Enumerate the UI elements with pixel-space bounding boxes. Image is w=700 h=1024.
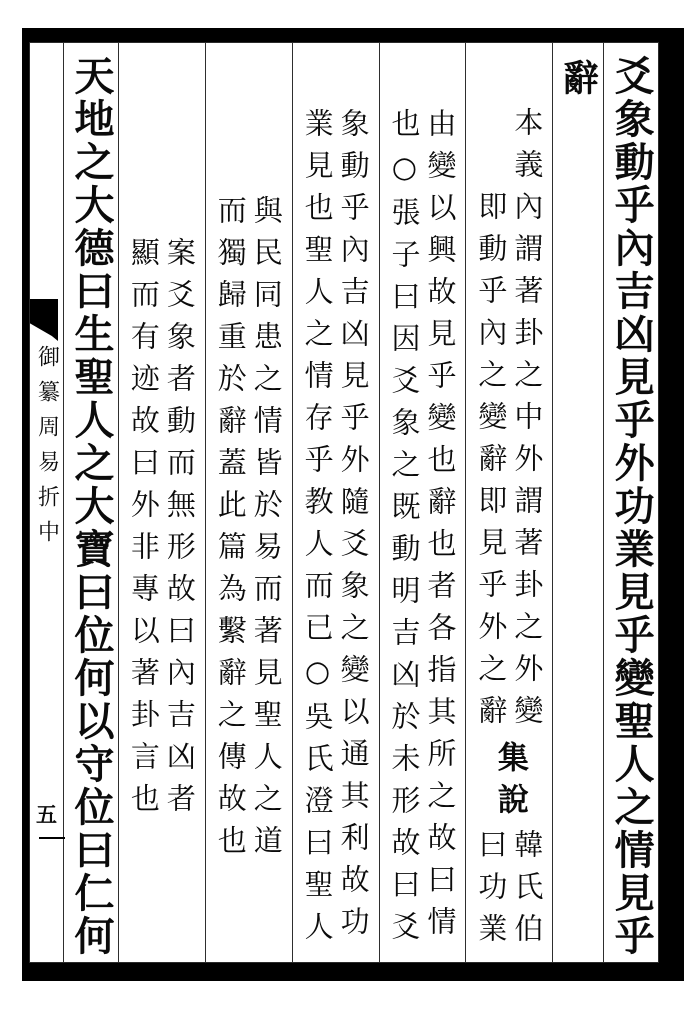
commentary-column-3 bbox=[292, 43, 379, 962]
page-number-rule bbox=[39, 837, 65, 839]
main-text-line: 天地之大德曰生聖人之大寶曰位何以守位曰仁何 bbox=[67, 55, 115, 958]
commentary-line-right: 象動乎內吉凶見乎外隨爻象之變以通其利故功 bbox=[336, 108, 371, 948]
commentary-line-left: 曰功業 bbox=[474, 828, 509, 955]
spine-title bbox=[30, 345, 63, 555]
commentary-line-right: 由變以興故見乎變也辭也者各指其所之故曰情 bbox=[423, 108, 458, 948]
commentary-line-right: 案爻象者動而無形故曰內吉凶者 bbox=[162, 236, 197, 825]
text-block bbox=[29, 42, 659, 963]
commentary-segment bbox=[126, 237, 198, 825]
commentary-segment bbox=[473, 107, 545, 737]
commentary-segment bbox=[386, 108, 458, 953]
commentary-column-2 bbox=[379, 43, 466, 962]
spine-margin bbox=[30, 43, 63, 962]
commentary-line-right: 本義內謂著卦之中外謂著卦之外變 bbox=[510, 106, 545, 737]
page-border-frame bbox=[22, 28, 684, 981]
main-text-line: 爻象動乎內吉凶見乎外功業見乎變聖人之情見乎 bbox=[608, 55, 656, 958]
section-label-jishuo: 集說 bbox=[491, 740, 528, 825]
commentary-line-right: 與民同患之情皆於易而著見聖人之道 bbox=[249, 194, 284, 867]
commentary-line-right: 韓氏伯 bbox=[510, 828, 545, 955]
commentary-segment bbox=[213, 195, 285, 867]
main-text-column-3 bbox=[63, 43, 118, 962]
page-number: 五 bbox=[36, 802, 57, 827]
commentary-line-left: 即動乎內之變辭即見乎外之辭 bbox=[474, 190, 509, 737]
commentary-column-1 bbox=[465, 43, 552, 962]
commentary-segment bbox=[300, 108, 372, 953]
main-text-column-2 bbox=[552, 43, 603, 962]
commentary-line-left: 業見也聖人之情存乎教人而已○吳氏澄曰聖人 bbox=[300, 108, 335, 953]
commentary-line-left: 而獨歸重於辭蓋此篇為繫辭之傳故也 bbox=[213, 194, 248, 867]
fishtail-icon bbox=[30, 299, 58, 341]
spine-title-text: 御纂周易折中 bbox=[34, 345, 60, 555]
commentary-line-left: 也○張子曰因爻象之既動明吉凶於未形故曰爻 bbox=[387, 108, 422, 953]
main-text-line: 辭 bbox=[557, 59, 600, 97]
commentary-segment bbox=[473, 829, 545, 955]
main-text-column-1 bbox=[603, 43, 658, 962]
commentary-column-4 bbox=[205, 43, 292, 962]
commentary-line-left: 顯而有迹故曰外非專以著卦言也 bbox=[126, 236, 161, 825]
commentary-column-5 bbox=[118, 43, 205, 962]
